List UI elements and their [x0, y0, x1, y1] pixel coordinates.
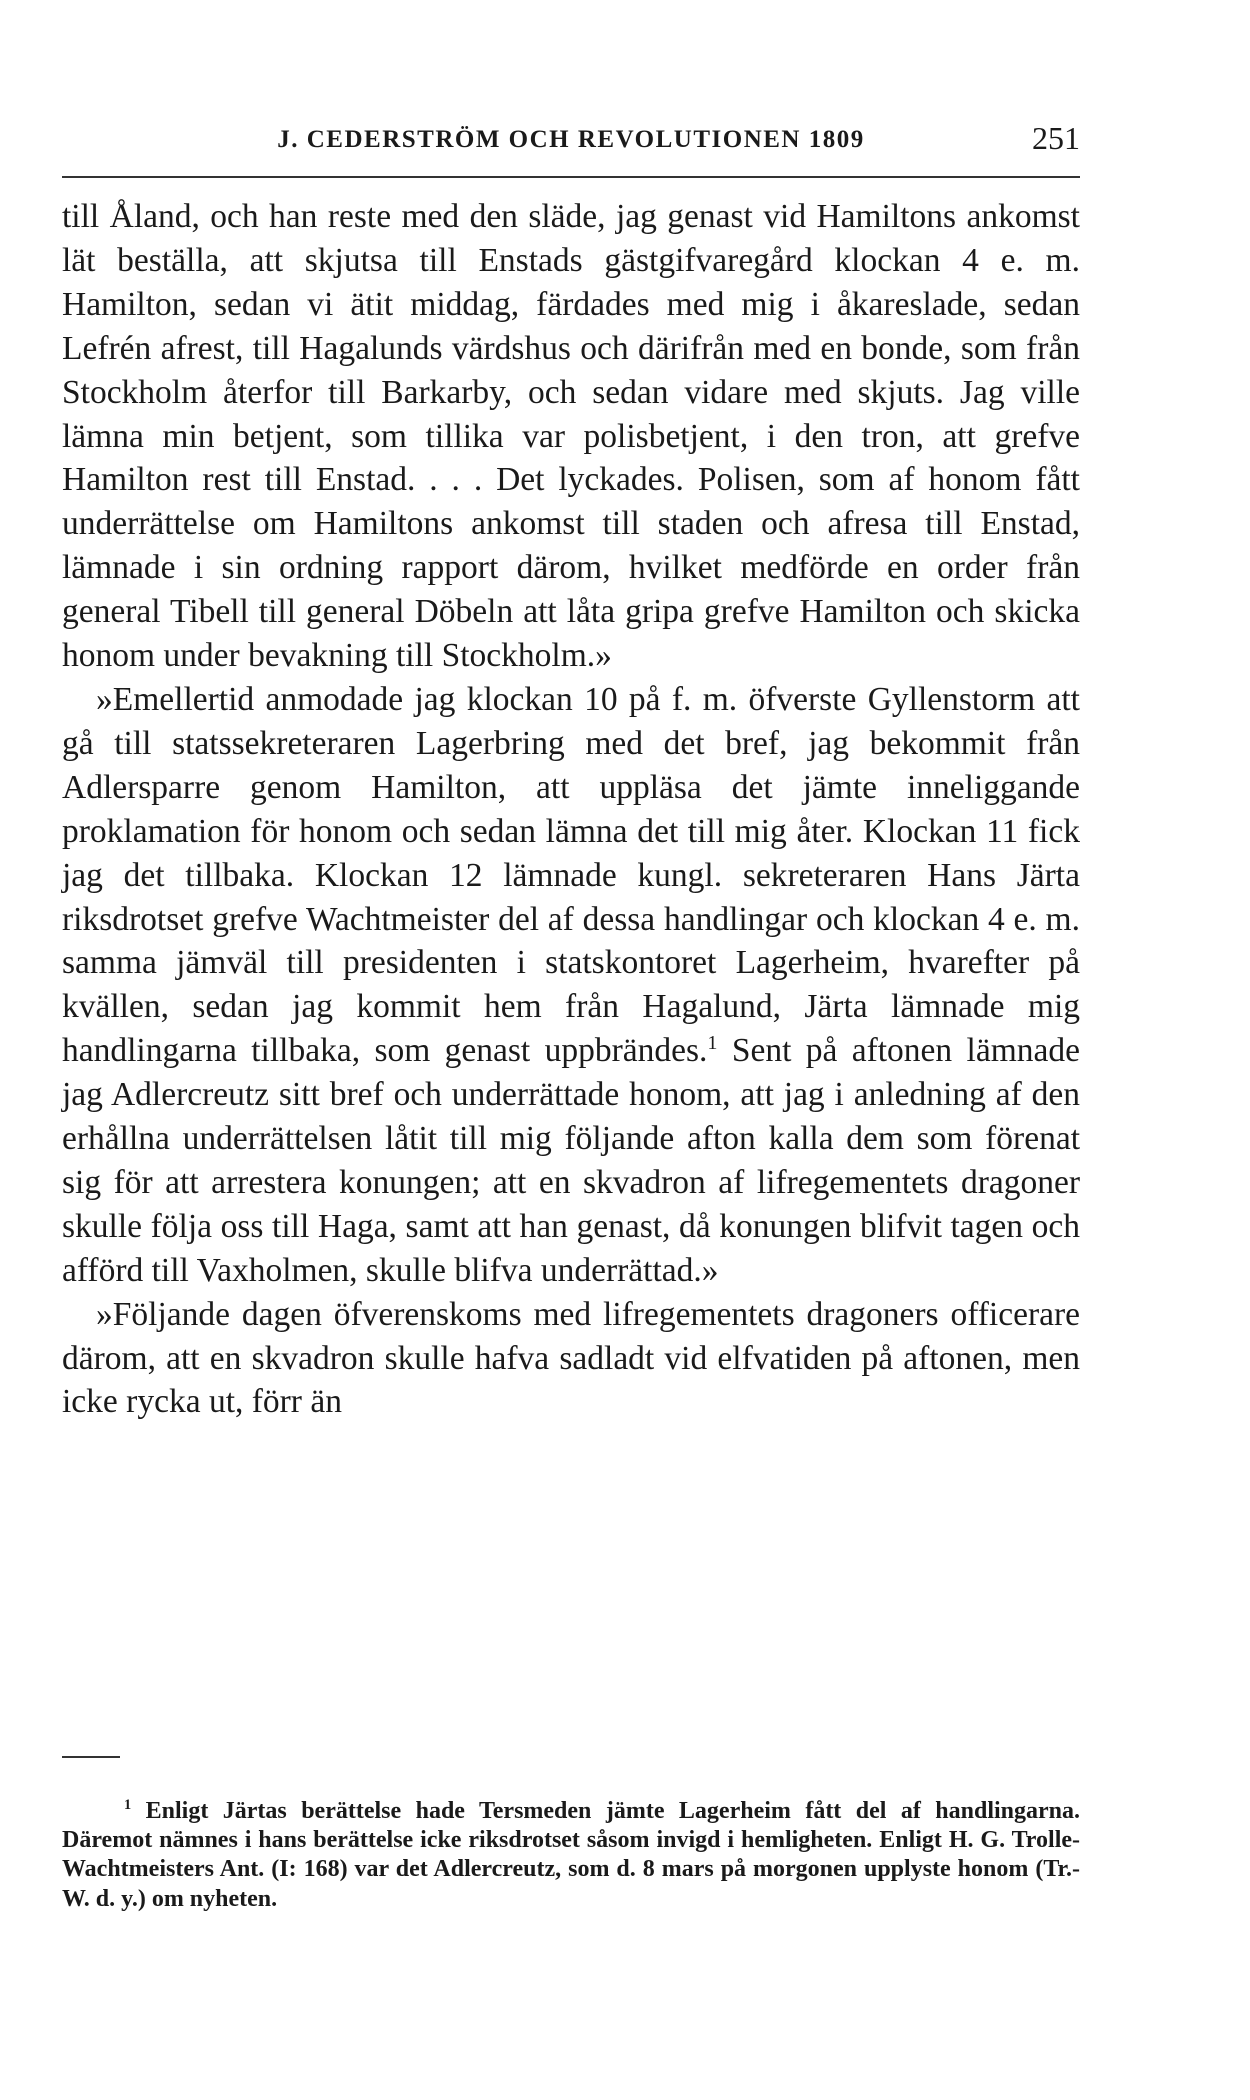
running-title: J. CEDERSTRÖM OCH REVOLUTIONEN 1809 [277, 126, 865, 153]
paragraph-2 [62, 678, 1080, 1293]
running-header [62, 118, 1080, 158]
header-rule [62, 176, 1080, 178]
footnote-marker: 1 [124, 1797, 132, 1813]
footnote-reference: 1 [707, 1032, 718, 1055]
paragraph-2-text: »Emellertid anmodade jag klockan 10 på f. m. öfverste Gyllenstorm att gå till statssekreteraren Lagerbring med det bref, jag bekommit från Adlersparre genom Hamilton, att uppläsa det jämte inneliggande proklamation för honom och sedan lämna det till mig åter. Klockan 11 fick jag det tillbaka. Klockan 12 lämnade kungl. sekreteraren Hans Järta riksdrotset grefve Wachtmeister del af dessa handlingar och klockan 4 e. m. samma jämväl till presidenten i statskontoret Lagerheim, hvarefter på kvällen, sedan jag kommit hem från Hagalund, Järta lämnade mig handlingarna tillbaka, som genast uppbrändes. [62, 680, 1080, 1070]
body-text [62, 195, 1080, 1424]
paragraph-2-tail: Sent på aftonen lämnade jag Adlercreutz sitt bref och underrättade honom, att jag i anledning af den erhållna underrättelsen låtit till mig följande afton kalla dem som förenat sig för att arrestera konungen; att en skvadron af lifregementets dragoner skulle följa oss till Haga, samt att han genast, då konungen blifvit tagen och afförd till Vaxholmen, skulle blifva underrättad.» [62, 1032, 1080, 1289]
paragraph-1: till Åland, och han reste med den släde, jag genast vid Hamiltons ankomst lät beställa, att skjutsa till Enstads gästgifvaregård klockan 4 e. m. Hamilton, sedan vi ätit middag, färdades med mig i åkareslade, sedan Lefrén afrest, till Hagalunds värdshus och därifrån med en bonde, som från Stockholm återfor till Barkarby, och sedan vidare med skjuts. Jag ville lämna min betjent, som tillika var polisbetjent, i den tron, att grefve Hamilton rest till Enstad. . . . Det lyckades. Polisen, som af honom fått underrättelse om Hamiltons ankomst till staden och afresa till Enstad, lämnade i sin ordning rapport därom, hvilket medförde en order från general Tibell till general Döbeln att låta gripa grefve Hamilton och skicka honom under bevakning till Stockholm.» [62, 198, 1080, 675]
footnote [62, 1797, 1080, 1914]
footnote-rule [62, 1756, 120, 1758]
paragraph-3: »Följande dagen öfverenskoms med lifregementets dragoners officerare därom, att en skvadron skulle hafva sadladt vid elfvatiden på aftonen, men icke rycka ut, förr än [62, 1295, 1080, 1421]
page-number: 251 [1032, 120, 1080, 156]
footnote-text: Enligt Järtas berättelse hade Tersmeden jämte Lagerheim fått del af handlingarna. Däremot nämnes i hans berättelse icke riksdrotset såsom invigd i hemligheten. Enligt H. G. Trolle-Wachtmeisters Ant. (I: 168) var det Adlercreutz, som d. 8 mars på morgonen upplyste honom (Tr.-W. d. y.) om nyheten. [62, 1798, 1081, 1912]
